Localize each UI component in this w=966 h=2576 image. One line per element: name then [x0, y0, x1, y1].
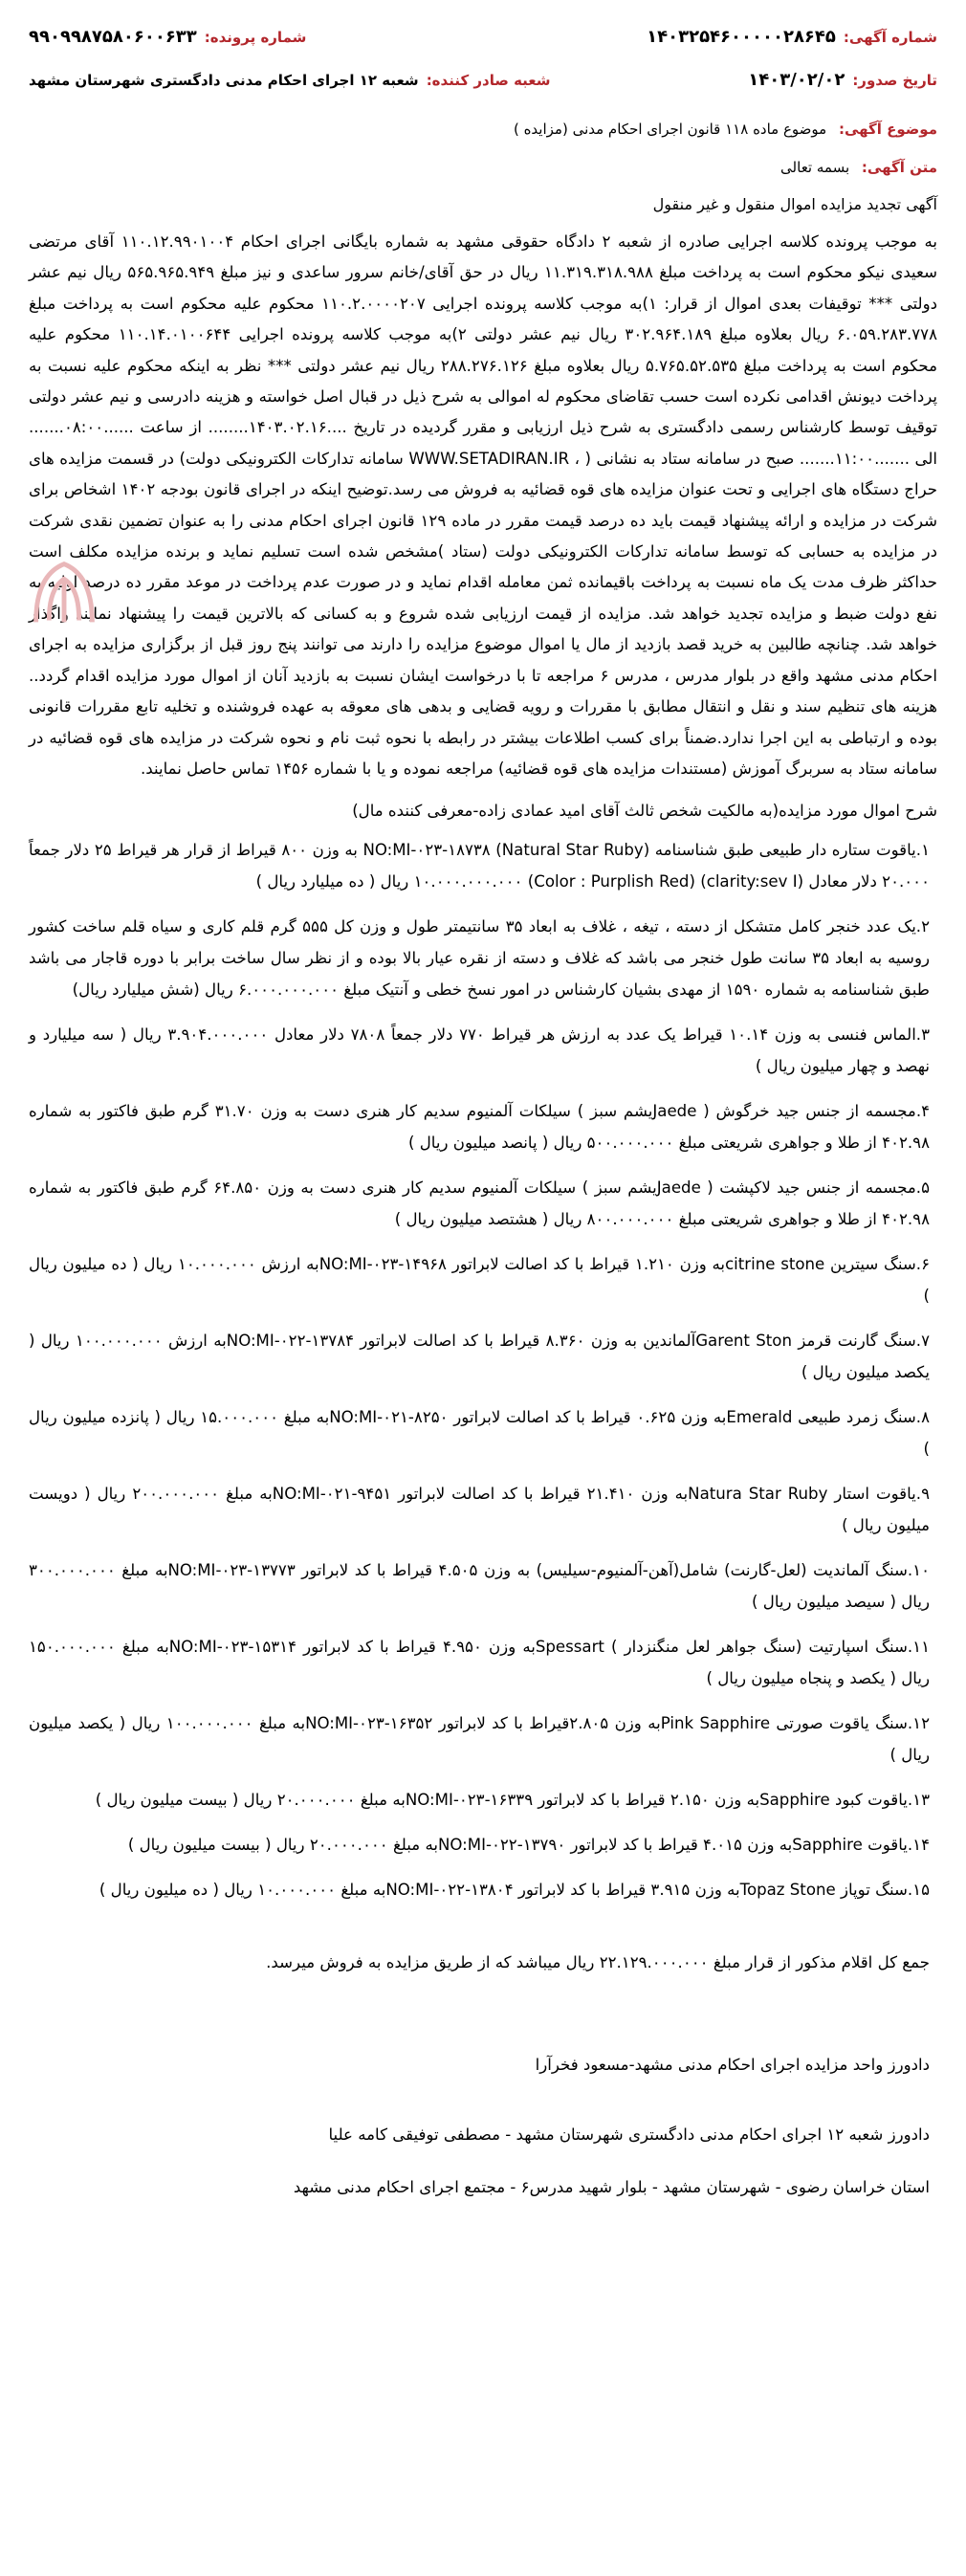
ad-number-label: شماره آگهی:: [843, 28, 937, 46]
list-item: ۱۴.یاقوت Sapphireبه وزن ۴.۰۱۵ قیراط با کد لابراتور NO:MI-۰۲۲-۱۳۷۹۰به مبلغ ۲۰.۰۰۰.۰۰۰ ریال ( بیست میلیون ریال ): [127, 1836, 930, 1855]
issue-date-label: تاریخ صدور:: [852, 71, 937, 89]
list-item: ۶.سنگ سیترین citrine stoneبه وزن ۱.۲۱۰ قیراط با کد اصالت لابراتور NO:MI-۰۲۳-۱۴۹۶۸به ارزش ۱۰.۰۰۰.۰۰۰ ریال ( ده میلیون ریال ): [29, 1255, 931, 1306]
list-item: ۳.الماس فنسی به وزن ۱۰.۱۴ قیراط یک عدد به ارزش هر قیراط ۷۷۰ دلار جمعاً ۷۸۰۸ دلار معادل ۳.۹۰۴.۰۰۰.۰۰۰ ریال ( سه میلیارد و نهصد و چهار میلیون ریال ): [29, 1025, 931, 1076]
list-item: ۹.یاقوت استار Natura Star Rubyبه وزن ۲۱.۴۱۰ قیراط با کد اصالت لابراتور NO:MI-۰۲۱-۹۴۵۱به مبلغ ۲۰۰.۰۰۰.۰۰۰ ریال ( دویست میلیون ریال ): [29, 1485, 930, 1535]
issuer-label: شعبه صادر کننده:: [426, 71, 551, 89]
list-item: ۵.مجسمه از جنس جید لاکپشت ( Jaedeیشم سبز ) سیلکات آلمنیوم سدیم کار هنری دست به وزن ۶۴.۸۵۰ گرم طبق فاکتور به شماره ۴۰۲.۹۸ از طلا و جواهری شریعتی مبلغ ۸۰۰.۰۰۰.۰۰۰ ریال ( هشتصد میلیون ریال ): [29, 1178, 930, 1229]
header-row-2: [29, 70, 937, 90]
list-item: ۱۲.سنگ یاقوت صورتی Pink Sapphireبه وزن ۲.۸۰۵قیراط با کد لابراتور NO:MI-۰۲۳-۱۶۳۵۲به مبلغ ۱۰۰.۰۰۰.۰۰۰ ریال ( یکصد میلیون ریال ): [29, 1714, 930, 1765]
ad-number: [647, 27, 937, 47]
list-item: ۱.یاقوت ستاره دار طبیعی طبق شناسنامه (NO:MI-۰۲۳-۱۸۷۳۸ (Natural Star Ruby به وزن ۸۰۰ قیراط از قرار هر قیراط ۲۵ دلار جمعاً ۲۰.۰۰۰ دلار معادل (clarity:sev I) (Color : Purplish Red) ۱۰.۰۰۰.۰۰۰.۰۰۰ ریال ( ده میلیارد ریال ): [29, 841, 930, 892]
issuer-value: شعبه ۱۲ اجرای احکام مدنی دادگستری شهرستان مشهد: [29, 71, 419, 89]
case-number-label: شماره پرونده:: [204, 28, 307, 46]
subject-label: موضوع آگهی:: [838, 121, 937, 138]
issue-date: [748, 70, 937, 90]
list-item: ۱۰.سنگ آلماندیت (لعل-گارنت) شامل(آهن-آلمنیوم-سیلیس) به وزن ۴.۵۰۵ قیراط با کد لابراتور NO:MI-۰۲۳-۱۳۷۷۳به مبلغ ۳۰۰.۰۰۰.۰۰۰ ریال ( سیصد میلیون ریال ): [29, 1561, 930, 1612]
footer-officer: دادورز شعبه ۱۲ اجرای احکام مدنی دادگستری شهرستان مشهد - مصطفی توفیقی کامه علیا: [328, 2125, 930, 2145]
list-item: ۱۱.سنگ اسپارتیت (سنگ جواهر لعل منگنزدار ) Spessartبه وزن ۴.۹۵۰ قیراط با کد لابراتور NO:MI-۰۲۳-۱۵۳۱۴به مبلغ ۱۵۰.۰۰۰.۰۰۰ ریال ( یکصد و پنجاه میلیون ریال ): [29, 1638, 930, 1688]
list-item: ۴.مجسمه از جنس جید خرگوش ( Jaedeیشم سبز ) سیلکات آلمنیوم سدیم کار هنری دست به وزن ۳۱.۷۰ گرم طبق فاکتور به شماره ۴۰۲.۹۸ از طلا و جواهری شریعتی مبلغ ۵۰۰.۰۰۰.۰۰۰ ریال ( پانصد میلیون ریال ): [29, 1102, 931, 1153]
signature-line: دادورز واحد مزایده اجرای احکام مدنی مشهد-مسعود فخرآرا: [535, 2056, 930, 2075]
case-number-value: ۹۹۰۹۹۸۷۵۸۰۶۰۰۶۳۳: [29, 27, 197, 47]
body-text-label: متن آگهی:: [861, 159, 937, 176]
list-item: ۸.سنگ زمرد طبیعی Emeraldبه وزن ۰.۶۲۵ قیراط با کد اصالت لابراتور NO:MI-۰۲۱-۸۲۵۰به مبلغ ۱۵.۰۰۰.۰۰۰ ریال ( پانزده میلیون ریال ): [29, 1408, 930, 1459]
body-text-value: بسمه تعالی: [780, 159, 850, 176]
ad-number-value: ۱۴۰۳۲۵۴۶۰۰۰۰۰۲۸۶۴۵: [647, 27, 836, 47]
list-item: ۷.سنگ گارنت قرمز Garent Stonآلماندین به وزن ۸.۳۶۰ قیراط با کد اصالت لابراتور NO:MI-۰۲۲-۱۳۷۸۴به ارزش ۱۰۰.۰۰۰.۰۰۰ ریال ( یکصد میلیون ریال ): [29, 1332, 930, 1382]
subject-line: [29, 121, 937, 138]
notice-title: آگهی تجدید مزایده اموال منقول و غیر منقول: [652, 195, 937, 213]
notice-paragraph: به موجب پرونده کلاسه اجرایی صادره از شعبه ۲ دادگاه حقوقی مشهد به شماره بایگانی اجرای احکام ۱۱۰.۱۲.۹۹۰۱۰۰۴ آقای مرتضی سعیدی نیکو محکوم است به پرداخت مبلغ ۱۱.۳۱۹.۳۱۸.۹۸۸ ریال در حق آقای/خانم سرور ساعدی و نیز مبلغ ۵۶۵.۹۶۵.۹۴۹ ریال نیم عشر دولتی *** توقیفات بعدی اموال از قرار: ۱)به موجب کلاسه پرونده اجرایی ۱۱۰.۲.۰۰۰۰۲۰۷ محکوم علیه محکوم است به پرداخت مبلغ ۶.۰۵۹.۲۸۳.۷۷۸ ریال بعلاوه مبلغ ۳۰۲.۹۶۴.۱۸۹ ریال نیم عشر دولتی ۲)به موجب کلاسه پرونده اجرایی ۱۱۰.۱۴.۰۱۰۰۶۴۴ محکوم علیه محکوم است به پرداخت مبلغ ۵.۷۶۵.۵۲.۵۳۵ ریال بعلاوه مبلغ ۲۸۸.۲۷۶.۱۲۶ ریال نیم عشر دولتی *** نظر به اینکه محکوم علیه نسبت به پرداخت دیونش اقدامی نکرده است حسب تقاضای محکوم له اموالی به شرح ذیل در قبال اصل خواسته و هزینه دادرسی و نیم عشر دولتی توقیف توسط کارشناس رسمی دادگستری به شرح ذیل ارزیابی و مقرر گردیده در تاریخ ....۱۴۰۳.۰۲.۱۶........ از ساعت ......۰۸:۰۰....... الی .......۱۱:۰۰....... صبح در سامانه ستاد به نشانی ( ، WWW.SETADIRAN.IR سامانه تدارکات الکترونیکی دولت) در قسمت مزایده های حراج دستگاه های اجرایی و تحت عنوان مزایده های قوه قضائیه به فروش می رسد.توضیح اینکه در اجرای قانون بودجه ۱۴۰۲ اشخاص برای شرکت در مزایده و ارائه پیشنهاد قیمت باید ده درصد قیمت مقرر در ماده ۱۲۹ قانون اجرای احکام مدنی را به عنوان تضمین نقدی شرکت در مزایده به حسابی که توسط سامانه تدارکات الکترونیکی دولت (ستاد )مشخص شده است تسلیم نماید و برنده مزایده مکلف است حداکثر ظرف مدت یک ماه نسبت به پرداخت باقیمانده ثمن معامله اقدام نماید و در صورت عدم پرداخت در موعد مقرر ده درصد اولیه به نفع دولت ضبط و مزایده تجدید خواهد شد. مزایده از قیمت ارزیابی شده شروع و به کسانی که بالاترین قیمت را پیشنهاد نمایند واگذار خواهد شد. چنانچه طالبین به خرید قصد بازدید از مال یا اموال موضوع مزایده را دارند می توانند پنج روز قبل از برگزاری مزایده به اجرای احکام مدنی مشهد واقع در بلوار مدرس ، مدرس ۶ مراجعه تا با درخواست ایشان نسبت به بازدید آنان از اموال مورد مزایده اقدام گردد.. هزینه های تنظیم سند و نقل و انتقال مطابق با مقررات و رویه قضایی و بدهی های معوقه به عهده فروشنده و تخلیه تابع مقررات قانونی بوده و ارتباطی به این اجرا ندارد.ضمناً برای کسب اطلاعات بیشتر در رابطه با نحوه ثبت نام و نحوه شرکت در مزایده های قوه قضائیه در سامانه ستاد به سربرگ آموزش (مستندات مزایده های قوه قضائیه) مراجعه نموده و یا با شماره ۱۴۵۶ تماس حاصل نمایند.: [29, 232, 938, 778]
list-item: ۲.یک عدد خنجر کامل متشکل از دسته ، تیغه ، غلاف به ابعاد ۳۵ سانتیمتر طول و وزن کل ۵۵۵ گرم قلم کاری و سیاه قلم ساخت کشور روسیه به ابعاد ۳۵ سانت طول خنجر می باشد که غلاف و دسته از نقره عیار بالا بوده و از نظر سال ساخت برابر با دوره قاجار می باشد طبق شناسنامه به شماره ۱۵۹۰ از مهدی بشیان کارشناس در امور نسخ خطی و آنتیک مبلغ ۶.۰۰۰.۰۰۰.۰۰۰ ریال (شش میلیارد ریال): [29, 917, 931, 1000]
body-text-line: [29, 159, 937, 176]
issuer: [29, 72, 551, 89]
list-item: ۱۳.یاقوت کبود Sapphireبه وزن ۲.۱۵۰ قیراط با کد لابراتور NO:MI-۰۲۳-۱۶۳۳۹به مبلغ ۲۰.۰۰۰.۰۰۰ ریال ( بیست میلیون ریال ): [95, 1791, 930, 1810]
footer-address: استان خراسان رضوی - شهرستان مشهد - بلوار شهید مدرس۶ - مجتمع اجرای احکام مدنی مشهد: [293, 2178, 930, 2197]
case-number: [29, 27, 306, 47]
items-list: [29, 834, 937, 1905]
header-row-1: [29, 27, 937, 47]
total-line: جمع کل اقلام مذکور از قرار مبلغ ۲۲.۱۲۹.۰۰۰.۰۰۰ ریال میباشد که از طریق مزایده به فروش میرسد.: [266, 1953, 930, 1972]
issue-date-value: ۱۴۰۳/۰۲/۰۲: [748, 70, 845, 90]
subject-value: موضوع ماده ۱۱۸ قانون اجرای احکام مدنی (مزایده ): [513, 121, 827, 138]
items-heading: شرح اموال مورد مزایده(به مالکیت شخص ثالث آقای امید عمادی زاده-معرفی کننده مال): [352, 802, 937, 821]
list-item: ۱۵.سنگ توپاز Topaz Stoneبه وزن ۳.۹۱۵ قیراط با کد لابراتور NO:MI-۰۲۲-۱۳۸۰۴به مبلغ ۱۰.۰۰۰.۰۰۰ ریال ( ده میلیون ریال ): [99, 1881, 930, 1900]
